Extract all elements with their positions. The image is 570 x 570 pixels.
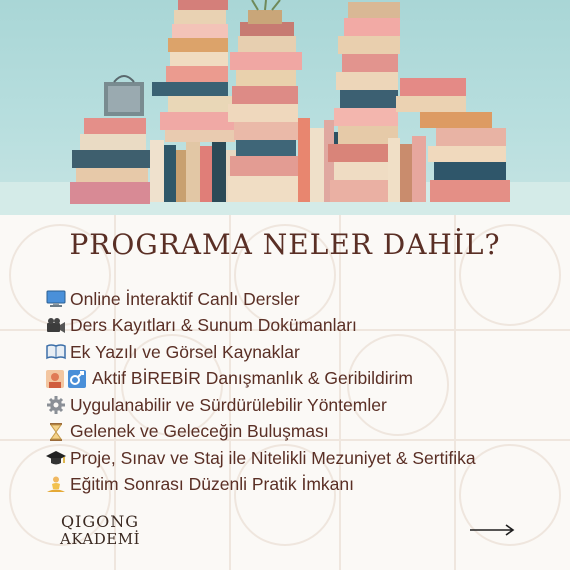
feature-list	[46, 286, 476, 498]
list-item: Uygulanabilir ve Sürdürülebilir Yöntemler	[46, 392, 476, 419]
list-item: Gelenek ve Geleceğin Buluşması	[46, 419, 476, 446]
computer-icon	[46, 290, 66, 308]
list-item: Ders Kayıtları & Sunum Dokümanları	[46, 313, 476, 340]
open-book-icon	[46, 343, 66, 361]
gear-icon	[46, 396, 66, 414]
books-hero-image	[0, 0, 570, 215]
page-title: PROGRAMA NELER DAHİL?	[69, 228, 501, 261]
list-item: Aktif BİREBİR Danışmanlık & Geribildirim	[46, 366, 476, 393]
video-camera-icon	[46, 317, 66, 335]
logo-line-2: AKADEMİ	[60, 530, 141, 548]
next-arrow-icon[interactable]	[470, 522, 516, 536]
list-item: Proje, Sınav ve Staj ile Nitelikli Mezuniyet & Sertifika	[46, 445, 476, 472]
hourglass-icon	[46, 423, 66, 441]
brand-logo	[60, 512, 140, 548]
list-item: Ek Yazılı ve Görsel Kaynaklar	[46, 339, 476, 366]
meditation-icon	[46, 476, 66, 494]
graduation-cap-icon	[46, 449, 66, 467]
people-icon	[46, 370, 88, 388]
logo-line-1: QIGONG	[60, 512, 140, 531]
list-item: Online İnteraktif Canlı Dersler	[46, 286, 476, 313]
list-item: Eğitim Sonrası Düzenli Pratik İmkanı	[46, 472, 476, 499]
